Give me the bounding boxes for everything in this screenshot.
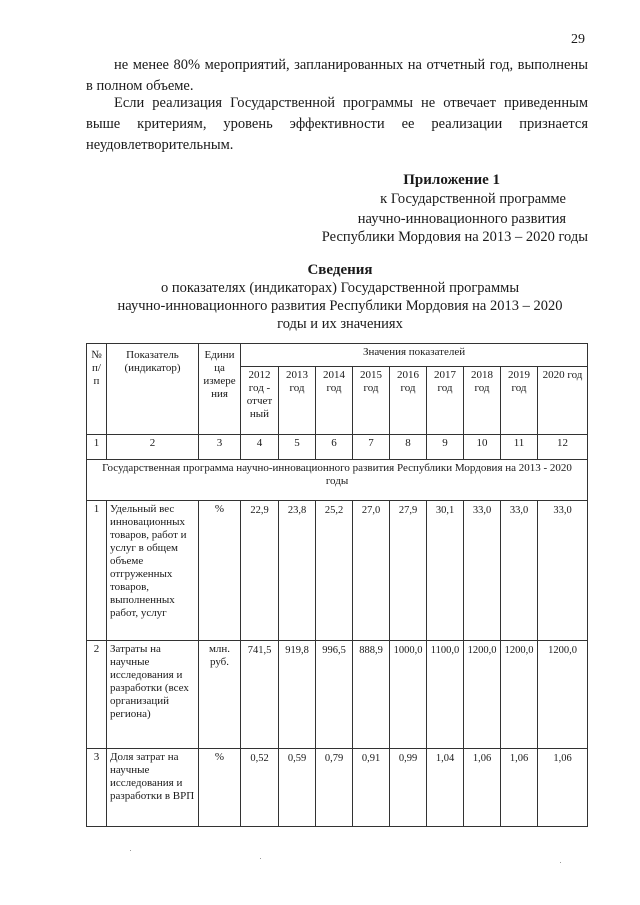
svedenia-line-2: научно-инновационного развития Республики Мордовия на 2013 – 2020 xyxy=(117,298,563,314)
row-unit: % xyxy=(199,749,241,827)
appendix-line-2: научно-инновационного развития xyxy=(357,211,566,227)
row-value: 30,1 xyxy=(427,501,464,641)
column-number: 2 xyxy=(107,435,199,460)
table-row xyxy=(87,641,588,749)
program-row xyxy=(87,460,588,501)
row-value: 996,5 xyxy=(316,641,353,749)
scan-speck xyxy=(130,850,131,851)
scan-speck xyxy=(560,862,561,863)
table-row xyxy=(87,749,588,827)
header-values-group: Значения показателей xyxy=(241,344,588,367)
header-year: 2013 год xyxy=(279,367,316,435)
row-value: 1000,0 xyxy=(390,641,427,749)
row-value: 0,99 xyxy=(390,749,427,827)
header-unit: Едини ца измере ния xyxy=(199,344,241,435)
table-row xyxy=(87,501,588,641)
header-year: 2020 год xyxy=(538,367,588,435)
column-number-row xyxy=(87,435,588,460)
column-number: 6 xyxy=(316,435,353,460)
header-year: 2015 год xyxy=(353,367,390,435)
row-value: 888,9 xyxy=(353,641,390,749)
column-number: 9 xyxy=(427,435,464,460)
paragraph-2: Если реализация Государственной программы не отвечает приведенным выше критериям, уровень эффективности ее реализации признается неудовлетворительным. xyxy=(86,95,588,153)
page-number: 29 xyxy=(571,32,585,47)
header-num: № п/п xyxy=(87,344,107,435)
header-row-1 xyxy=(87,344,588,367)
column-number: 10 xyxy=(464,435,501,460)
row-value: 25,2 xyxy=(316,501,353,641)
appendix-line-1: к Государственной программе xyxy=(380,191,566,207)
appendix-line-3: Республики Мордовия на 2013 – 2020 годы xyxy=(321,229,588,245)
row-value: 919,8 xyxy=(279,641,316,749)
row-value: 1,06 xyxy=(538,749,588,827)
row-num: 1 xyxy=(87,501,107,641)
column-number: 1 xyxy=(87,435,107,460)
row-unit: млн. руб. xyxy=(199,641,241,749)
row-value: 1200,0 xyxy=(464,641,501,749)
row-value: 1,04 xyxy=(427,749,464,827)
row-value: 741,5 xyxy=(241,641,279,749)
row-num: 2 xyxy=(87,641,107,749)
row-value: 33,0 xyxy=(538,501,588,641)
paragraph-1: не менее 80% мероприятий, запланированных на отчетный год, выполнены в полном объеме. xyxy=(86,57,588,94)
column-number: 5 xyxy=(279,435,316,460)
header-year: 2017 год xyxy=(427,367,464,435)
scan-speck xyxy=(260,858,261,859)
row-value: 33,0 xyxy=(501,501,538,641)
row-value: 23,8 xyxy=(279,501,316,641)
header-year: 2014 год xyxy=(316,367,353,435)
row-value: 1,06 xyxy=(501,749,538,827)
program-title: Государственная программа научно-инновационного развития Республики Мордовия на 2013 - 2020 годы xyxy=(87,460,588,501)
svedenia-title: Сведения xyxy=(307,262,373,278)
column-number: 8 xyxy=(390,435,427,460)
svedenia-line-1: о показателях (индикаторах) Государственной программы xyxy=(160,280,520,296)
column-number: 7 xyxy=(353,435,390,460)
row-value: 0,59 xyxy=(279,749,316,827)
header-year: 2012 год - отчет ный xyxy=(241,367,279,435)
indicators-table xyxy=(86,343,588,827)
row-value: 33,0 xyxy=(464,501,501,641)
column-number: 12 xyxy=(538,435,588,460)
row-value: 0,79 xyxy=(316,749,353,827)
column-number: 11 xyxy=(501,435,538,460)
svedenia-line-3: годы и их значениях xyxy=(277,316,403,332)
row-indicator: Доля затрат на научные исследования и разработки в ВРП xyxy=(107,749,199,827)
row-value: 27,9 xyxy=(390,501,427,641)
header-indicator: Показатель (индикатор) xyxy=(107,344,199,435)
header-year: 2018 год xyxy=(464,367,501,435)
row-value: 1,06 xyxy=(464,749,501,827)
header-year: 2019 год xyxy=(501,367,538,435)
row-unit: % xyxy=(199,501,241,641)
row-value: 0,91 xyxy=(353,749,390,827)
column-number: 4 xyxy=(241,435,279,460)
row-value: 1200,0 xyxy=(538,641,588,749)
row-num: 3 xyxy=(87,749,107,827)
appendix-title: Приложение 1 xyxy=(403,172,500,188)
row-value: 22,9 xyxy=(241,501,279,641)
header-year: 2016 год xyxy=(390,367,427,435)
column-number: 3 xyxy=(199,435,241,460)
row-value: 0,52 xyxy=(241,749,279,827)
row-value: 1200,0 xyxy=(501,641,538,749)
row-indicator: Удельный вес инновационных товаров, работ и услуг в общем объеме отгруженных товаров, выполненных работ, услуг xyxy=(107,501,199,641)
row-indicator: Затраты на научные исследования и разработки (всех организаций региона) xyxy=(107,641,199,749)
row-value: 1100,0 xyxy=(427,641,464,749)
row-value: 27,0 xyxy=(353,501,390,641)
